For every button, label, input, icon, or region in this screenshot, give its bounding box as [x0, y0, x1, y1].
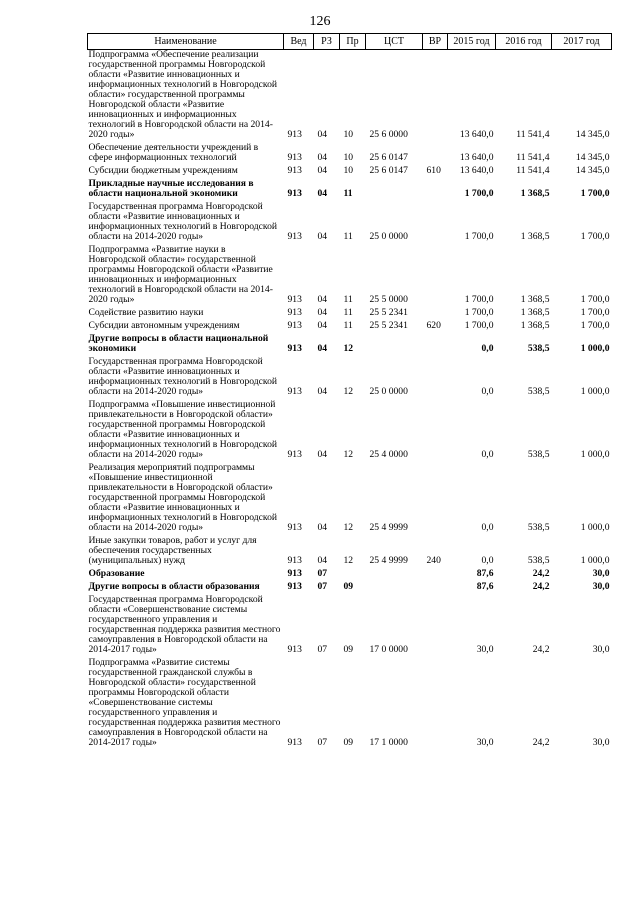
cell-2016: 11 541,4	[516, 165, 550, 176]
cell-pr: 10	[343, 129, 354, 140]
cell-cst: 25 6 0147	[369, 165, 408, 176]
cell-pr: 09	[343, 581, 354, 592]
cell-2015: 30,0	[476, 737, 494, 748]
cell-ved: 913	[287, 737, 302, 748]
cell-pr: 11	[343, 320, 353, 331]
table-row	[88, 463, 612, 533]
cell-vr	[423, 357, 448, 397]
cell-2015: 1 700,0	[464, 231, 494, 242]
cell-cst: 25 6 0147	[369, 152, 408, 163]
cell-vr	[423, 463, 448, 533]
cell-rz: 04	[317, 231, 328, 242]
column-header-2017: 2017 год	[552, 34, 612, 50]
cell-name: Прикладные научные исследования в области национальной экономики	[88, 178, 254, 199]
cell-2016: 538,5	[527, 555, 550, 566]
cell-ved: 913	[287, 188, 302, 199]
table-row	[88, 202, 612, 242]
cell-rz: 04	[317, 343, 328, 354]
cell-cst: 17 0 0000	[369, 644, 408, 655]
cell-ved: 913	[287, 386, 302, 397]
cell-2015: 30,0	[476, 644, 494, 655]
cell-cst: 25 0 0000	[369, 231, 408, 242]
cell-pr: 12	[343, 343, 354, 354]
cell-pr: 12	[343, 555, 354, 566]
cell-ved: 913	[287, 568, 302, 579]
table-body	[88, 50, 612, 749]
cell-ved: 913	[287, 449, 302, 460]
cell-rz: 04	[317, 449, 328, 460]
cell-name: Подпрограмма «Обеспечение реализации государственной программы Новгородской области «Развитие инновационных и информационных технологий в Новгородской области» государственной программы Новгородской области «Развитие инновационных и информационных технологий в Новгородской области на 2014-2020 годы»	[88, 49, 278, 140]
cell-vr: 610	[426, 165, 441, 176]
cell-2016: 11 541,4	[516, 152, 550, 163]
table-row	[88, 658, 612, 748]
cell-pr: 09	[343, 737, 354, 748]
table-row	[88, 334, 612, 354]
table-row	[88, 179, 612, 199]
cell-2017: 30,0	[592, 568, 610, 579]
cell-2017: 1 000,0	[580, 386, 610, 397]
cell-rz: 07	[317, 581, 328, 592]
cell-vr: 240	[426, 555, 441, 566]
cell-cst: 25 5 2341	[369, 320, 408, 331]
cell-2017: 14 345,0	[575, 152, 610, 163]
cell-2016: 1 368,5	[520, 307, 550, 318]
cell-2015: 1 700,0	[464, 294, 494, 305]
cell-2016: 24,2	[532, 568, 550, 579]
cell-ved: 913	[287, 129, 302, 140]
cell-name: Другие вопросы в области национальной экономики	[88, 333, 269, 354]
cell-name: Подпрограмма «Развитие науки в Новгородской области» государственной программы Новгородской области «Развитие инновационных и информационных технологий в Новгородской области на 2014-2020 годы»	[88, 244, 273, 305]
cell-vr	[423, 245, 448, 305]
table-row	[88, 357, 612, 397]
cell-ved: 913	[287, 320, 302, 331]
cell-name: Государственная программа Новгородской области «Развитие инновационных и информационных технологий в Новгородской области на 2014-2020 годы»	[88, 356, 278, 397]
cell-pr: 10	[343, 152, 354, 163]
cell-vr	[423, 400, 448, 460]
cell-2017: 14 345,0	[575, 165, 610, 176]
cell-ved: 913	[287, 307, 302, 318]
column-header-cst: ЦСТ	[366, 34, 423, 50]
table-row	[88, 536, 612, 566]
cell-2016: 24,2	[532, 737, 550, 748]
column-header-pr: Пр	[340, 34, 366, 50]
cell-vr	[423, 308, 448, 318]
cell-cst: 25 4 9999	[369, 555, 408, 566]
column-header-2016: 2016 год	[496, 34, 552, 50]
column-header-rz: РЗ	[314, 34, 340, 50]
cell-2016: 11 541,4	[516, 129, 550, 140]
cell-ved: 913	[287, 522, 302, 533]
cell-vr: 620	[426, 320, 441, 331]
cell-ved: 913	[287, 555, 302, 566]
cell-rz: 04	[317, 152, 328, 163]
cell-2016: 24,2	[532, 644, 550, 655]
cell-2016: 1 368,5	[520, 294, 550, 305]
table-row	[88, 245, 612, 305]
cell-ved: 913	[287, 231, 302, 242]
table-row	[88, 308, 612, 318]
cell-pr: 12	[343, 386, 354, 397]
cell-rz: 04	[317, 386, 328, 397]
table-row	[88, 321, 612, 331]
cell-rz: 07	[317, 644, 328, 655]
cell-2015: 1 700,0	[464, 320, 494, 331]
cell-pr: 11	[343, 294, 353, 305]
budget-table-wrapper	[87, 33, 611, 748]
cell-vr	[423, 334, 448, 354]
cell-vr	[423, 50, 448, 141]
table-header-row	[88, 34, 612, 50]
table-row	[88, 50, 612, 141]
cell-name: Подпрограмма «Развитие системы государственной гражданской службы в Новгородской области» государственной программы Новгородской области «Совершенствование системы государственного управления и государственная поддержка развития местного самоуправления в Новгородской области на 2014-2017 годы»	[88, 657, 281, 748]
cell-2017: 14 345,0	[575, 129, 610, 140]
cell-2016: 538,5	[527, 386, 550, 397]
cell-pr: 11	[343, 188, 353, 199]
cell-2017: 1 700,0	[580, 231, 610, 242]
cell-cst: 25 4 0000	[369, 449, 408, 460]
cell-cst: 25 6 0000	[369, 129, 408, 140]
cell-ved: 913	[287, 294, 302, 305]
cell-2017: 1 700,0	[580, 294, 610, 305]
cell-cst: 25 5 0000	[369, 294, 408, 305]
cell-ved: 913	[287, 165, 302, 176]
cell-2015: 0,0	[481, 343, 494, 354]
cell-ved: 913	[287, 152, 302, 163]
cell-name: Государственная программа Новгородской области «Развитие инновационных и информационных технологий в Новгородской области на 2014-2020 годы»	[88, 201, 278, 242]
table-row	[88, 595, 612, 655]
cell-2016: 1 368,5	[520, 320, 550, 331]
cell-pr: 11	[343, 231, 353, 242]
cell-name: Подпрограмма «Повышение инвестиционной привлекательности в Новгородской области» государственной программы Новгородской области «Развитие инновационных и информационных технологий в Новгородской области на 2014-2020 годы»	[88, 399, 278, 460]
cell-2016: 1 368,5	[520, 231, 550, 242]
cell-2015: 13 640,0	[459, 129, 494, 140]
column-header-name: Наименование	[88, 34, 284, 50]
column-header-2015: 2015 год	[448, 34, 496, 50]
cell-ved: 913	[287, 343, 302, 354]
cell-name: Образование	[88, 568, 145, 579]
cell-vr	[423, 143, 448, 163]
cell-vr	[423, 569, 448, 579]
cell-rz: 04	[317, 129, 328, 140]
cell-2015: 87,6	[476, 581, 494, 592]
cell-2017: 1 000,0	[580, 555, 610, 566]
cell-pr: 09	[343, 644, 354, 655]
cell-cst: 25 0 0000	[369, 386, 408, 397]
cell-2015: 0,0	[481, 386, 494, 397]
cell-2016: 538,5	[527, 449, 550, 460]
cell-2015: 0,0	[481, 522, 494, 533]
cell-cst	[366, 569, 423, 579]
cell-2017: 1 700,0	[580, 188, 610, 199]
cell-name: Субсидии автономным учреждениям	[88, 320, 240, 331]
cell-cst: 17 1 0000	[369, 737, 408, 748]
table-row	[88, 166, 612, 176]
budget-table	[87, 33, 612, 748]
cell-ved: 913	[287, 581, 302, 592]
cell-pr: 11	[343, 307, 353, 318]
cell-2016: 538,5	[527, 522, 550, 533]
cell-name: Иные закупки товаров, работ и услуг для обеспечения государственных (муниципальных) нужд	[88, 535, 257, 566]
cell-cst	[366, 179, 423, 199]
cell-2015: 0,0	[481, 555, 494, 566]
cell-name: Субсидии бюджетным учреждениям	[88, 165, 238, 176]
cell-pr: 12	[343, 449, 354, 460]
cell-name: Содействие развитию науки	[88, 307, 204, 318]
cell-cst: 25 4 9999	[369, 522, 408, 533]
cell-vr	[423, 179, 448, 199]
table-row	[88, 400, 612, 460]
table-row	[88, 143, 612, 163]
cell-pr	[340, 569, 366, 579]
cell-name: Реализация мероприятий подпрограммы «Повышение инвестиционной привлекательности в Новгородской области» государственной программы Новгородской области «Развитие инновационных и информационных технологий в Новгородской области на 2014-2020 годы»	[88, 462, 278, 533]
cell-2015: 13 640,0	[459, 165, 494, 176]
cell-ved: 913	[287, 644, 302, 655]
cell-name: Другие вопросы в области образования	[88, 581, 260, 592]
cell-rz: 04	[317, 307, 328, 318]
cell-2016: 24,2	[532, 581, 550, 592]
cell-name: Государственная программа Новгородской области «Совершенствование системы государственного управления и государственная поддержка развития местного самоуправления в Новгородской области на 2014-2017 годы»	[88, 594, 281, 655]
cell-pr: 12	[343, 522, 354, 533]
cell-rz: 07	[317, 737, 328, 748]
cell-2017: 30,0	[592, 581, 610, 592]
cell-2015: 0,0	[481, 449, 494, 460]
cell-2017: 1 700,0	[580, 320, 610, 331]
table-row	[88, 582, 612, 592]
cell-vr	[423, 595, 448, 655]
cell-2015: 13 640,0	[459, 152, 494, 163]
cell-2017: 1 000,0	[580, 343, 610, 354]
page-number: 126	[309, 14, 331, 29]
cell-name: Обеспечение деятельности учреждений в сфере информационных технологий	[88, 142, 259, 163]
table-row	[88, 569, 612, 579]
cell-2016: 538,5	[527, 343, 550, 354]
cell-vr	[423, 658, 448, 748]
cell-rz: 04	[317, 320, 328, 331]
cell-2017: 1 000,0	[580, 522, 610, 533]
cell-cst: 25 5 2341	[369, 307, 408, 318]
cell-2017: 1 000,0	[580, 449, 610, 460]
cell-rz: 04	[317, 294, 328, 305]
column-header-ved: Вед	[284, 34, 314, 50]
cell-cst	[366, 582, 423, 592]
cell-pr: 10	[343, 165, 354, 176]
cell-vr	[423, 202, 448, 242]
cell-2017: 30,0	[592, 644, 610, 655]
cell-rz: 04	[317, 555, 328, 566]
cell-2015: 87,6	[476, 568, 494, 579]
cell-rz: 04	[317, 522, 328, 533]
cell-2015: 1 700,0	[464, 188, 494, 199]
cell-rz: 04	[317, 165, 328, 176]
cell-2017: 30,0	[592, 737, 610, 748]
cell-2017: 1 700,0	[580, 307, 610, 318]
cell-2015: 1 700,0	[464, 307, 494, 318]
cell-2016: 1 368,5	[520, 188, 550, 199]
cell-rz: 04	[317, 188, 328, 199]
column-header-vr: ВР	[423, 34, 448, 50]
cell-cst	[366, 334, 423, 354]
cell-vr	[423, 582, 448, 592]
cell-rz: 07	[317, 568, 328, 579]
